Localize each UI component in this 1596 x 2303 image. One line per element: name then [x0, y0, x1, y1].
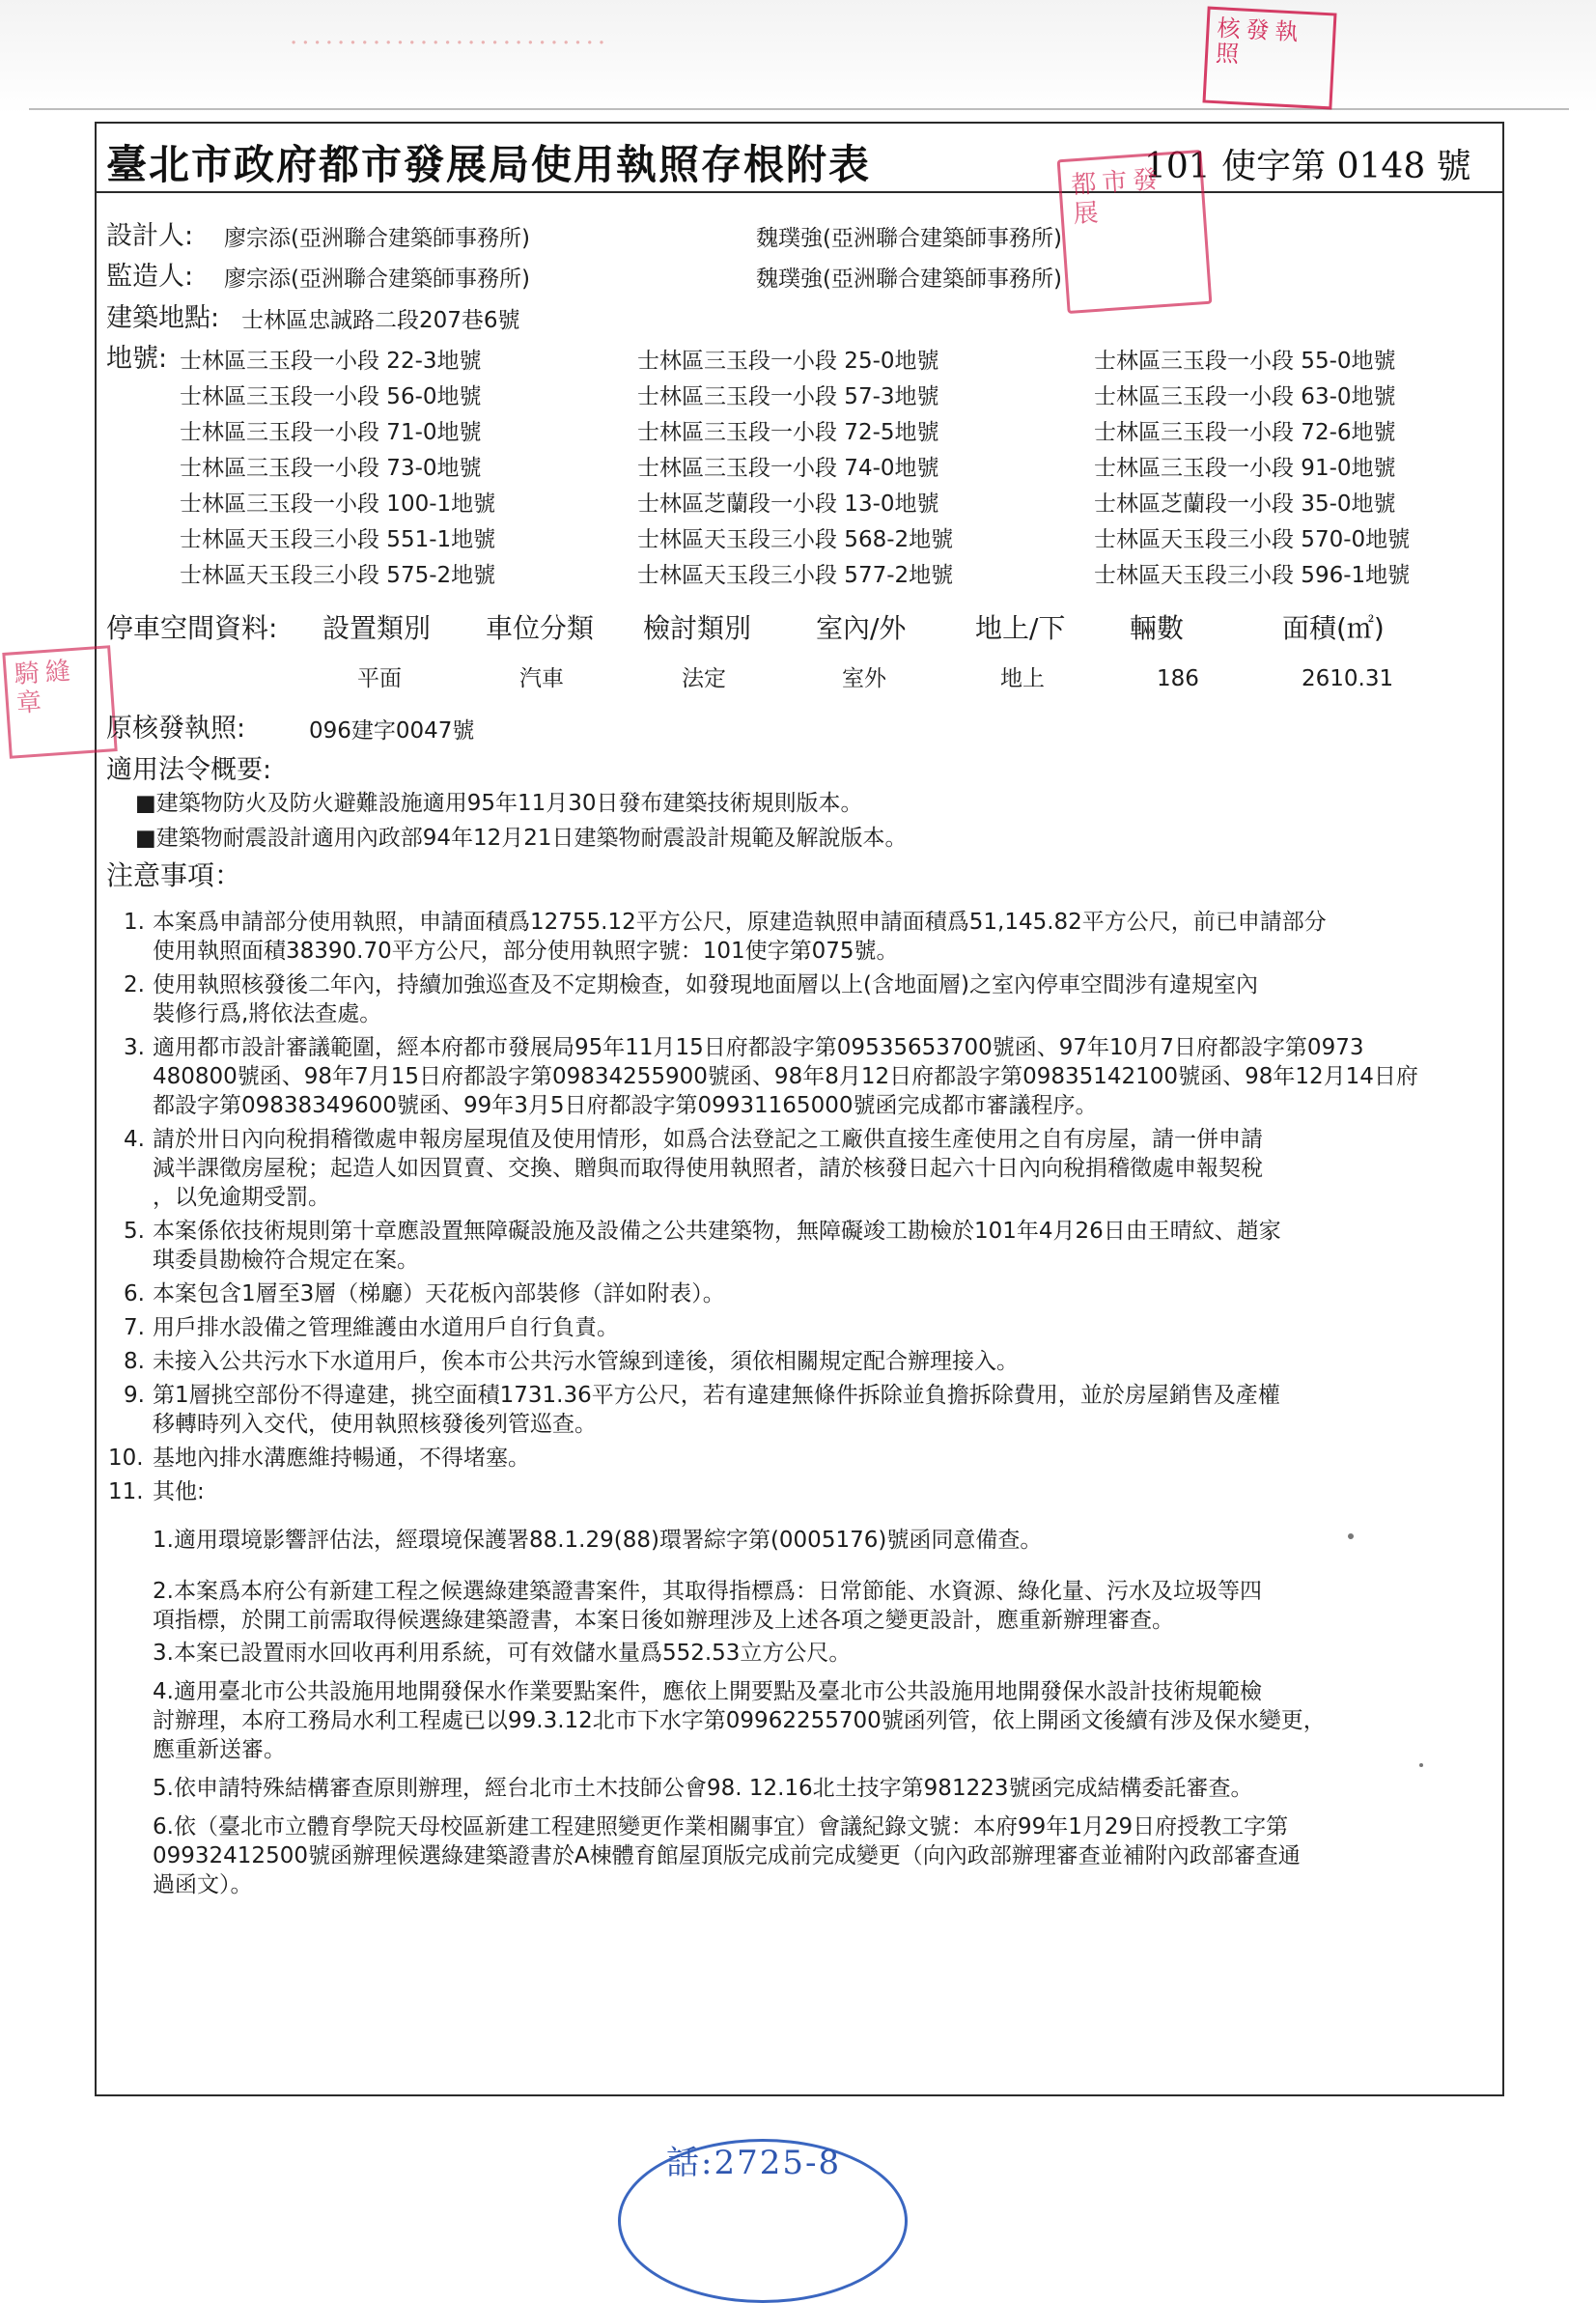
parking-label: 停車空間資料:	[106, 612, 278, 644]
notes-label: 注意事項：	[106, 859, 242, 891]
lot-item: 士林區芝蘭段一小段 13-0地號	[637, 491, 939, 517]
parking-cell: 2610.31	[1302, 666, 1394, 691]
note-text: 第1層挑空部份不得違建，挑空面積1731.36平方公尺，若有違建無條件拆除並負擔拆除費用，並於房屋銷售及產權	[153, 1383, 1280, 1408]
parking-header: 面積(㎡)	[1282, 612, 1385, 644]
regulations-label: 適用法令概要:	[106, 755, 272, 785]
lot-item: 士林區三玉段一小段 22-3地號	[180, 349, 482, 374]
lot-item: 士林區三玉段一小段 25-0地號	[637, 349, 939, 374]
note-number: 5.	[124, 1219, 145, 1244]
parking-header: 檢討類別	[643, 612, 752, 644]
seal-stamp-top-right: 核發執照	[1202, 7, 1336, 110]
lot-item: 士林區芝蘭段一小段 35-0地號	[1094, 491, 1396, 517]
parking-header: 地上/下	[975, 612, 1066, 644]
note-text: 本案係依技術規則第十章應設置無障礙設施及設備之公共建築物，無障礙竣工勘檢於101年4月26日由王晴紋、趙家	[153, 1219, 1281, 1244]
regulation-item: ■建築物耐震設計適用內政部94年12月21日建築物耐震設計規範及解說版本。	[135, 826, 908, 851]
lot-item: 士林區三玉段一小段 55-0地號	[1094, 349, 1396, 374]
lot-item: 士林區天玉段三小段 568-2地號	[637, 527, 954, 552]
note-text: 琪委員勘檢符合規定在案。	[153, 1248, 419, 1273]
parking-header: 車位分類	[486, 612, 595, 644]
parking-cell: 186	[1157, 666, 1199, 691]
note-text: 其他:	[153, 1479, 205, 1504]
note-text: 移轉時列入交代，使用執照核發後列管巡查。	[153, 1412, 597, 1437]
lot-item: 士林區三玉段一小段 63-0地號	[1094, 384, 1396, 409]
lots-label: 地號:	[106, 344, 168, 374]
designer-2: 魏璞強(亞洲聯合建築師事務所)	[756, 226, 1062, 251]
lot-item: 士林區三玉段一小段 71-0地號	[180, 420, 482, 445]
supervisor-1: 廖宗添(亞洲聯合建築師事務所)	[224, 267, 530, 292]
parking-cell: 室外	[842, 666, 886, 691]
note-number: 8.	[124, 1349, 145, 1374]
note-number: 9.	[124, 1383, 145, 1408]
note-number: 11.	[108, 1479, 144, 1504]
lot-item: 士林區三玉段一小段 56-0地號	[180, 384, 482, 409]
supervisor-2: 魏璞強(亞洲聯合建築師事務所)	[756, 267, 1062, 292]
parking-header: 室內/外	[816, 612, 907, 644]
note-number: 6.	[124, 1281, 145, 1306]
parking-cell: 地上	[1000, 666, 1045, 691]
other-item: 應重新送審。	[153, 1737, 286, 1762]
note-text: 基地內排水溝應維持暢通，不得堵塞。	[153, 1446, 530, 1471]
note-number: 4.	[124, 1127, 145, 1152]
parking-cell: 法定	[682, 666, 726, 691]
other-item: 4.適用臺北市公共設施用地開發保水作業要點案件，應依上開要點及臺北市公共設施用地開發保水設計技術規範檢	[153, 1679, 1262, 1704]
note-text: 使用執照面積38390.70平方公尺，部分使用執照字號：101使字第075號。	[153, 939, 899, 964]
parking-cell: 平面	[357, 666, 402, 691]
note-text: 使用執照核發後二年內，持續加強巡查及不定期檢查，如發現地面層以上(含地面層)之室內停車空間涉有違規室內	[153, 972, 1258, 997]
other-item: 3.本案已設置雨水回收再利用系統，可有效儲水量爲552.53立方公尺。	[153, 1641, 852, 1666]
note-text: ，以免逾期受罰。	[153, 1185, 330, 1210]
original-permit-value: 096建字0047號	[309, 718, 475, 744]
other-item: 1.適用環境影響評估法，經環境保護署88.1.29(88)環署綜字第(0005176)號函同意備查。	[153, 1528, 1043, 1553]
parking-header: 設置類別	[322, 612, 432, 644]
permit-number: 101 使字第 0148 號	[1144, 147, 1471, 186]
note-text: 480800號函、98年7月15日府都設字第09834255900號函、98年8月12日府都設字第09835142100號函、98年12月14日府	[153, 1064, 1418, 1089]
lot-item: 士林區三玉段一小段 73-0地號	[180, 456, 482, 481]
note-text: 用戶排水設備之管理維護由水道用戶自行負責。	[153, 1315, 619, 1340]
document-title: 臺北市政府都市發展局使用執照存根附表	[106, 141, 872, 188]
scan-edge	[0, 0, 1596, 114]
note-text: 本案包含1層至3層（梯廳）天花板內部裝修（詳如附表）。	[153, 1281, 725, 1306]
note-number: 2.	[124, 972, 145, 997]
telephone-stamp-text: 話:2725-8	[666, 2144, 842, 2182]
other-item: 過函文）。	[153, 1872, 253, 1897]
lot-item: 士林區三玉段一小段 72-5地號	[637, 420, 939, 445]
note-text: 減半課徵房屋稅；起造人如因買賣、交換、贈與而取得使用執照者，請於核發日起六十日內向稅捐稽徵處申報契稅	[153, 1156, 1263, 1181]
address-label: 建築地點:	[106, 303, 220, 333]
seal-stamp-left-margin: 騎縫章	[2, 645, 117, 759]
other-item: 討辦理，本府工務局水利工程處已以99.3.12北市下水字第09962255700號函列管，依上開函文後續有涉及保水變更，	[153, 1708, 1326, 1733]
note-text: 請於卅日內向稅捐稽徵處申報房屋現值及使用情形，如爲合法登記之工廠供直接生產使用之自有房屋，請一併申請	[153, 1127, 1263, 1152]
lot-item: 士林區天玉段三小段 577-2地號	[637, 563, 954, 588]
supervisor-label: 監造人:	[106, 262, 194, 292]
designer-1: 廖宗添(亞洲聯合建築師事務所)	[224, 226, 530, 251]
address-value: 士林區忠誠路二段207巷6號	[241, 308, 520, 333]
seal-stamp-middle-right: 都市發展	[1057, 150, 1213, 314]
note-text: 裝修行爲,將依法查處。	[153, 1001, 382, 1026]
lot-item: 士林區三玉段一小段 57-3地號	[637, 384, 939, 409]
scan-speck	[1419, 1763, 1423, 1767]
lot-item: 士林區天玉段三小段 596-1地號	[1094, 563, 1411, 588]
lot-item: 士林區天玉段三小段 551-1地號	[180, 527, 496, 552]
lot-item: 士林區三玉段一小段 100-1地號	[180, 491, 496, 517]
lot-item: 士林區三玉段一小段 91-0地號	[1094, 456, 1396, 481]
note-number: 1.	[124, 910, 145, 935]
other-item: 項指標，於開工前需取得候選綠建築證書，本案日後如辦理涉及上述各項之變更設計，應重新辦理審查。	[153, 1608, 1174, 1633]
note-text: 本案爲申請部分使用執照，申請面積爲12755.12平方公尺，原建造執照申請面積爲51,145.82平方公尺，前已申請部分	[153, 910, 1327, 935]
note-number: 7.	[124, 1315, 145, 1340]
lot-item: 士林區天玉段三小段 570-0地號	[1094, 527, 1411, 552]
other-item: 5.依申請特殊結構審查原則辦理，經台北市土木技師公會98. 12.16北土技字第981223號函完成結構委託審查。	[153, 1776, 1253, 1801]
note-text: 都設字第09838349600號函、99年3月5日府都設字第09931165000號函完成都市審議程序。	[153, 1093, 1098, 1118]
regulation-item: ■建築物防火及防火避難設施適用95年11月30日發布建築技術規則版本。	[135, 791, 863, 816]
other-item: 2.本案爲本府公有新建工程之候選綠建築證書案件，其取得指標爲：日常節能、水資源、綠化量、污水及垃圾等四	[153, 1579, 1262, 1604]
lot-item: 士林區天玉段三小段 575-2地號	[180, 563, 496, 588]
top-rule	[29, 108, 1569, 110]
note-number: 3.	[124, 1035, 145, 1060]
lot-item: 士林區三玉段一小段 72-6地號	[1094, 420, 1396, 445]
header-smudge: ···························	[290, 29, 610, 58]
note-text: 未接入公共污水下水道用戶，俟本市公共污水管線到達後，須依相關規定配合辦理接入。	[153, 1349, 1019, 1374]
designer-label: 設計人:	[106, 221, 194, 251]
parking-cell: 汽車	[519, 666, 564, 691]
other-item: 6.依（臺北市立體育學院天母校區新建工程建照變更作業相關事宜）會議紀錄文號：本府99年1月29日府授教工字第	[153, 1814, 1289, 1840]
parking-header: 輛數	[1130, 612, 1185, 644]
note-text: 適用都市設計審議範圍，經本府都市發展局95年11月15日府都設字第09535653700號函、97年10月7日府都設字第0973	[153, 1035, 1364, 1060]
note-number: 10.	[108, 1446, 144, 1471]
scan-speck	[1348, 1533, 1354, 1539]
original-permit-label: 原核發執照:	[106, 714, 246, 744]
other-item: 09932412500號函辦理候選綠建築證書於A棟體育館屋頂版完成前完成變更（向內政部辦理審查並補附內政部審查通	[153, 1843, 1301, 1868]
lot-item: 士林區三玉段一小段 74-0地號	[637, 456, 939, 481]
